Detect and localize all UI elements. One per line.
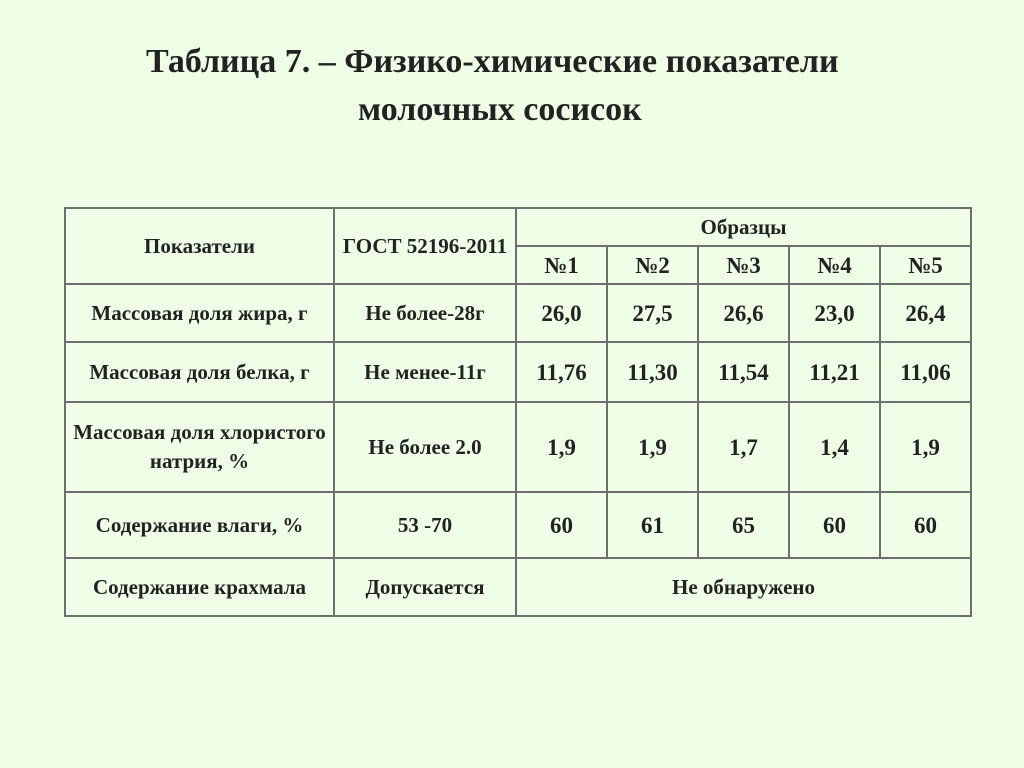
row-value: 26,4	[880, 284, 971, 342]
header-sample-5: №5	[880, 246, 971, 284]
slide-title-line-2: молочных сосисок	[358, 91, 642, 128]
row-value: 26,0	[516, 284, 607, 342]
row-value: 11,21	[789, 342, 880, 402]
row-value: 11,54	[698, 342, 789, 402]
slide-title-line-1: Таблица 7. – Физико-химические показатели	[146, 43, 839, 80]
table-row	[65, 492, 971, 558]
row-gost: Не менее-11г	[334, 342, 516, 402]
row-value: 1,9	[607, 402, 698, 492]
row-value: 1,9	[880, 402, 971, 492]
table-row-starch	[65, 558, 971, 616]
row-value: 1,7	[698, 402, 789, 492]
row-merged-value: Не обнаружено	[516, 558, 971, 616]
row-gost: Не более 2.0	[334, 402, 516, 492]
table-row	[65, 342, 971, 402]
row-indicator: Содержание крахмала	[65, 558, 334, 616]
table-row	[65, 284, 971, 342]
row-value: 60	[880, 492, 971, 558]
header-sample-3: №3	[698, 246, 789, 284]
row-indicator: Массовая доля хлористого натрия, %	[65, 402, 334, 492]
header-gost: ГОСТ 52196-2011	[334, 208, 516, 284]
indicators-table	[64, 207, 972, 617]
header-samples: Образцы	[516, 208, 971, 246]
table-row	[65, 402, 971, 492]
header-sample-4: №4	[789, 246, 880, 284]
row-value: 11,30	[607, 342, 698, 402]
row-value: 23,0	[789, 284, 880, 342]
row-value: 11,76	[516, 342, 607, 402]
header-indicator: Показатели	[65, 208, 334, 284]
row-value: 26,6	[698, 284, 789, 342]
row-indicator: Содержание влаги, %	[65, 492, 334, 558]
row-value: 27,5	[607, 284, 698, 342]
row-gost: Не более-28г	[334, 284, 516, 342]
header-sample-1: №1	[516, 246, 607, 284]
row-gost: 53 -70	[334, 492, 516, 558]
slide-title	[0, 38, 1024, 134]
row-value: 61	[607, 492, 698, 558]
row-value: 1,9	[516, 402, 607, 492]
row-indicator: Массовая доля белка, г	[65, 342, 334, 402]
row-value: 60	[789, 492, 880, 558]
row-value: 65	[698, 492, 789, 558]
row-value: 60	[516, 492, 607, 558]
row-value: 1,4	[789, 402, 880, 492]
row-indicator: Массовая доля жира, г	[65, 284, 334, 342]
row-gost: Допускается	[334, 558, 516, 616]
header-sample-2: №2	[607, 246, 698, 284]
row-value: 11,06	[880, 342, 971, 402]
table-header-row	[65, 208, 971, 246]
